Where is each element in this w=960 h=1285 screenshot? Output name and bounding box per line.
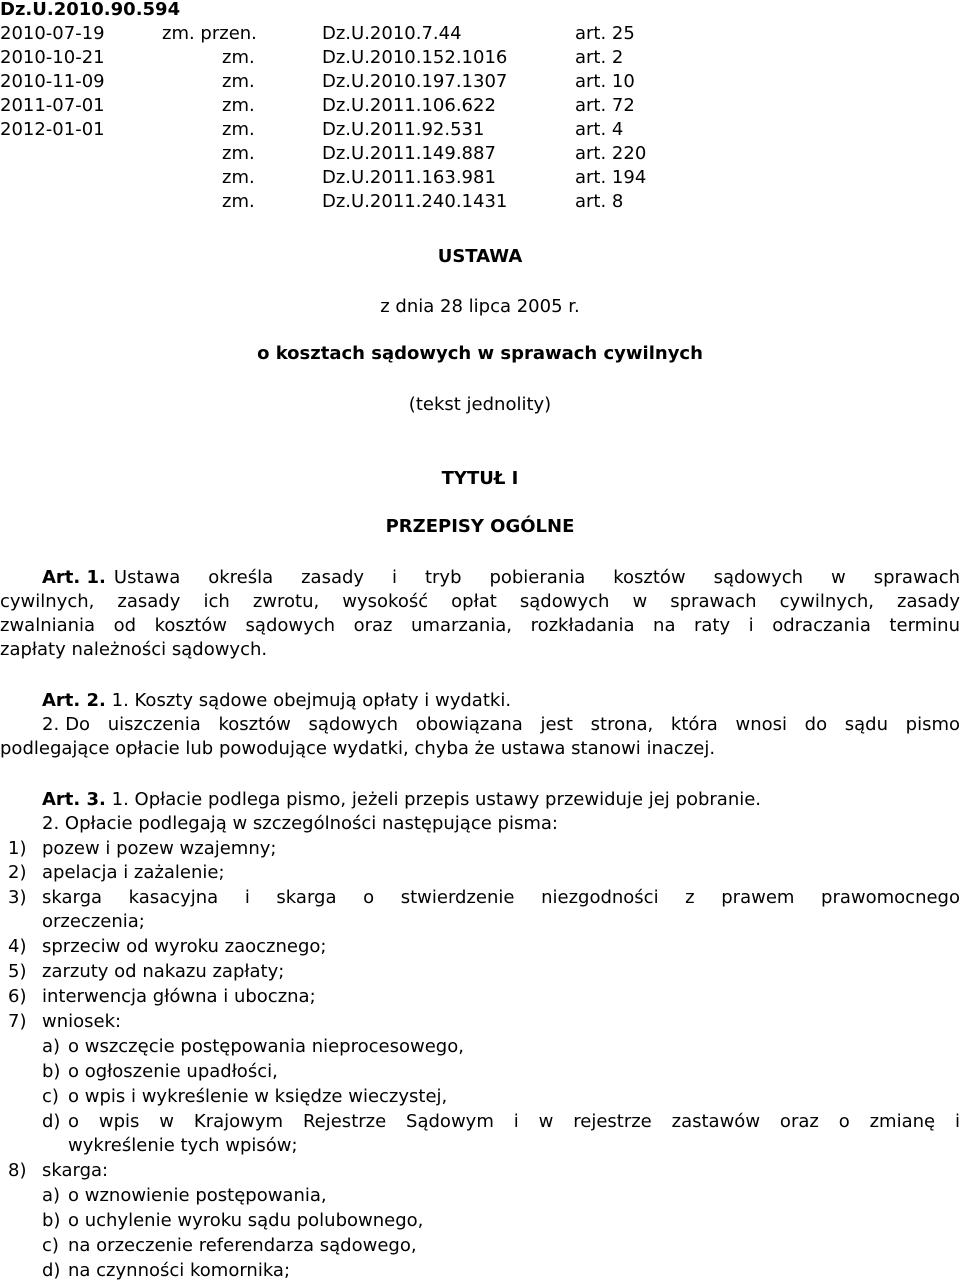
art2-p2-first-line bbox=[42, 713, 960, 737]
sub-item-letter: c) bbox=[42, 1086, 59, 1107]
amendment-art: art. 220 bbox=[575, 143, 647, 164]
amendment-date: 2010-07-19 bbox=[0, 23, 105, 44]
amendment-type: zm. bbox=[222, 119, 255, 140]
sub-item-letter: c) bbox=[42, 1235, 59, 1256]
art2-p1: 1. Koszty sądowe obejmują opłaty i wydatki. bbox=[111, 690, 512, 711]
act-subject: o kosztach sądowych w sprawach cywilnych bbox=[257, 343, 703, 364]
amendment-art: art. 10 bbox=[575, 71, 635, 92]
part-heading: TYTUŁ I bbox=[441, 468, 519, 489]
amendment-type: zm. przen. bbox=[162, 23, 257, 44]
sub-item-text: na orzeczenie referendarza sądowego, bbox=[68, 1235, 417, 1256]
amendment-date: 2012-01-01 bbox=[0, 119, 105, 140]
act-note: (tekst jednolity) bbox=[408, 394, 552, 415]
art1-first-line bbox=[42, 566, 960, 590]
amendment-type: zm. bbox=[222, 167, 255, 188]
art1-line4: zapłaty należności sądowych. bbox=[0, 639, 268, 660]
list-item-continuation: orzeczenia; bbox=[42, 911, 145, 932]
list-item-number: 3) bbox=[8, 887, 27, 908]
amendment-date: 2010-11-09 bbox=[0, 71, 105, 92]
act-heading: USTAWA bbox=[437, 246, 523, 267]
art3-p1: 1. Opłacie podlega pismo, jeżeli przepis ustawy przewiduje jej pobranie. bbox=[111, 789, 762, 810]
art2-p2-line1: Do uiszczenia kosztów sądowych obowiązana jest strona, która wnosi do sądu pismo bbox=[65, 714, 960, 735]
art1-line3: zwalniania od kosztów sądowych oraz umarzania, rozkładania na raty i odraczania terminu bbox=[0, 615, 960, 636]
amendment-art: art. 194 bbox=[575, 167, 647, 188]
list-item-text: apelacja i zażalenie; bbox=[42, 862, 225, 883]
art1-line2: cywilnych, zasady ich zwrotu, wysokość opłat sądowych w sprawach cywilnych, zasady bbox=[0, 591, 960, 612]
list-item-number: 6) bbox=[8, 986, 27, 1007]
amendment-art: art. 25 bbox=[575, 23, 635, 44]
amendment-date: 2010-10-21 bbox=[0, 47, 105, 68]
sub-item-continuation: wykreślenie tych wpisów; bbox=[68, 1135, 298, 1156]
amendment-type: zm. bbox=[222, 143, 255, 164]
amendment-ref: Dz.U.2010.197.1307 bbox=[322, 71, 508, 92]
sub-item-text: o wpis i wykreślenie w księdze wieczystej, bbox=[68, 1086, 448, 1107]
art2-p2-num: 2. bbox=[42, 714, 60, 735]
amendment-art: art. 72 bbox=[575, 95, 635, 116]
amendment-art: art. 8 bbox=[575, 191, 624, 212]
list-item-number: 4) bbox=[8, 936, 27, 957]
amendment-type: zm. bbox=[222, 191, 255, 212]
amendment-art: art. 2 bbox=[575, 47, 624, 68]
amendment-ref: Dz.U.2011.92.531 bbox=[322, 119, 485, 140]
sub-item-text: o wszczęcie postępowania nieprocesowego, bbox=[68, 1036, 464, 1057]
list-item-number: 8) bbox=[8, 1160, 27, 1181]
sub-item-text: o wpis w Krajowym Rejestrze Sądowym i w rejestrze zastawów oraz o zmianę i bbox=[68, 1111, 960, 1132]
sub-item-letter: d) bbox=[42, 1260, 61, 1281]
sub-item-letter: d) bbox=[42, 1111, 61, 1132]
amendment-ref: Dz.U.2010.152.1016 bbox=[322, 47, 508, 68]
act-date: z dnia 28 lipca 2005 r. bbox=[380, 296, 580, 317]
list-item-text: zarzuty od nakazu zapłaty; bbox=[42, 961, 285, 982]
art2-label: Art. 2. bbox=[42, 690, 106, 711]
art3-label: Art. 3. bbox=[42, 789, 106, 810]
sub-item-letter: b) bbox=[42, 1061, 61, 1082]
part-name: PRZEPISY OGÓLNE bbox=[385, 516, 575, 537]
list-item-text: pozew i pozew wzajemny; bbox=[42, 838, 277, 859]
amendment-ref: Dz.U.2011.240.1431 bbox=[322, 191, 508, 212]
list-item-number: 1) bbox=[8, 838, 27, 859]
amendment-ref: Dz.U.2010.7.44 bbox=[322, 23, 462, 44]
list-item-text: interwencja główna i uboczna; bbox=[42, 986, 316, 1007]
art1-label: Art. 1. bbox=[42, 567, 106, 588]
art3-first-line bbox=[42, 788, 761, 812]
doc-id: Dz.U.2010.90.594 bbox=[0, 0, 181, 20]
sub-item-letter: a) bbox=[42, 1036, 61, 1057]
list-item-text: skarga kasacyjna i skarga o stwierdzenie niezgodności z prawem prawomocnego bbox=[42, 887, 960, 908]
art2-first-line bbox=[42, 689, 511, 713]
art1-line1: Ustawa określa zasady i tryb pobierania kosztów sądowych w sprawach bbox=[113, 567, 960, 588]
amendment-date: 2011-07-01 bbox=[0, 95, 105, 116]
amendment-ref: Dz.U.2011.163.981 bbox=[322, 167, 496, 188]
sub-item-text: na czynności komornika; bbox=[68, 1260, 291, 1281]
list-item-number: 2) bbox=[8, 862, 27, 883]
sub-item-letter: b) bbox=[42, 1210, 61, 1231]
list-item-text: skarga: bbox=[42, 1160, 109, 1181]
amendment-type: zm. bbox=[222, 71, 255, 92]
art3-p2: 2. Opłacie podlegają w szczególności następujące pisma: bbox=[42, 813, 558, 834]
list-item-number: 7) bbox=[8, 1011, 27, 1032]
amendment-type: zm. bbox=[222, 95, 255, 116]
list-item-text: sprzeciw od wyroku zaocznego; bbox=[42, 936, 327, 957]
art2-p2-line2: podlegające opłacie lub powodujące wydatki, chyba że ustawa stanowi inaczej. bbox=[0, 738, 716, 759]
amendment-type: zm. bbox=[222, 47, 255, 68]
sub-item-text: o uchylenie wyroku sądu polubownego, bbox=[68, 1210, 424, 1231]
list-item-text: wniosek: bbox=[42, 1011, 122, 1032]
sub-item-letter: a) bbox=[42, 1185, 61, 1206]
list-item-number: 5) bbox=[8, 961, 27, 982]
sub-item-text: o ogłoszenie upadłości, bbox=[68, 1061, 278, 1082]
amendment-art: art. 4 bbox=[575, 119, 624, 140]
amendment-ref: Dz.U.2011.106.622 bbox=[322, 95, 496, 116]
sub-item-text: o wznowienie postępowania, bbox=[68, 1185, 327, 1206]
amendment-ref: Dz.U.2011.149.887 bbox=[322, 143, 496, 164]
